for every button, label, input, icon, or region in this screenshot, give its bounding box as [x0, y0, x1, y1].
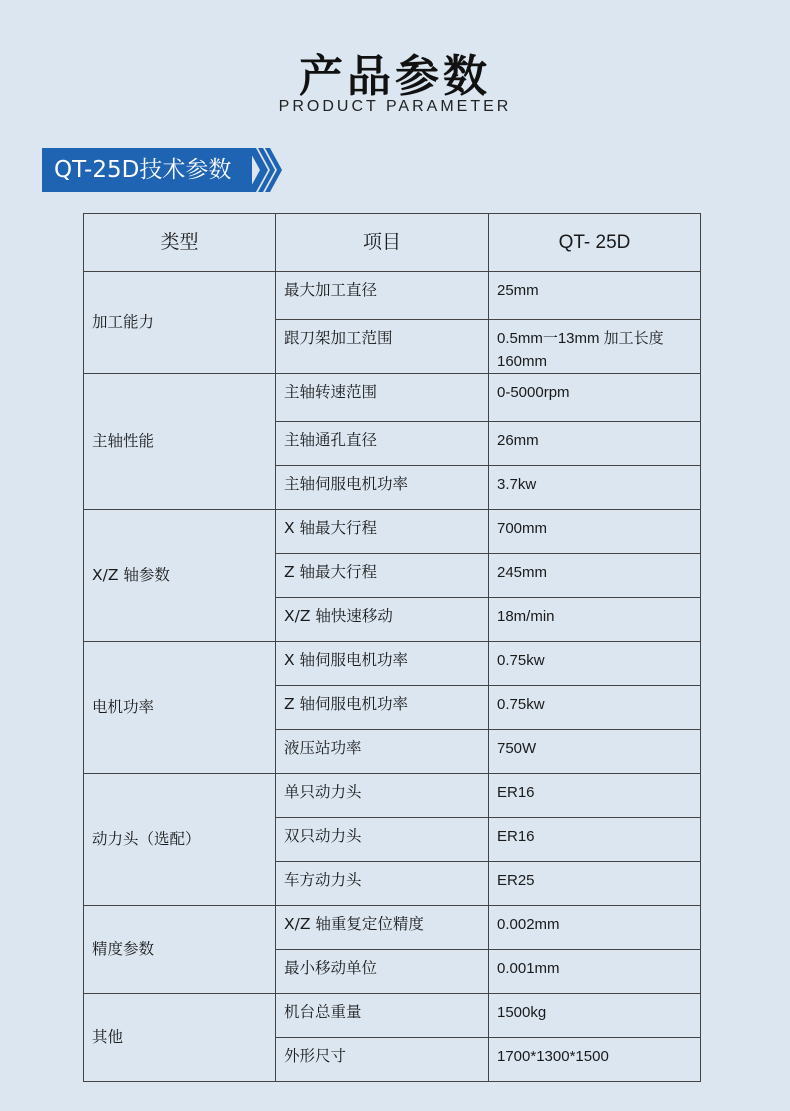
item-cell: 最小移动单位 [276, 950, 489, 994]
table-row [84, 994, 701, 1038]
column-header-model: QT- 25D [489, 214, 701, 272]
page-title: 产品参数 [299, 51, 491, 102]
item-cell: X/Z 轴重复定位精度 [276, 906, 489, 950]
spec-table-container [83, 213, 701, 1082]
section-banner: QT-25D技术参数 [42, 148, 252, 192]
item-cell: 车方动力头 [276, 862, 489, 906]
category-cell: X/Z 轴参数 [84, 510, 276, 642]
column-header-item: 项目 [276, 214, 489, 272]
page-subtitle: PRODUCT PARAMETER [278, 98, 512, 115]
table-row [84, 272, 701, 320]
category-cell: 精度参数 [84, 906, 276, 994]
value-cell: 245mm [489, 554, 701, 598]
item-cell: 液压站功率 [276, 730, 489, 774]
category-cell: 主轴性能 [84, 374, 276, 510]
value-cell: 25mm [489, 272, 701, 320]
value-cell: 26mm [489, 422, 701, 466]
value-cell: 0.5mm一13mm 加工长度 160mm [489, 320, 701, 374]
item-cell: 主轴伺服电机功率 [276, 466, 489, 510]
table-row [84, 510, 701, 554]
value-cell: 700mm [489, 510, 701, 554]
value-cell: ER25 [489, 862, 701, 906]
value-cell: 18m/min [489, 598, 701, 642]
table-row [84, 374, 701, 422]
item-cell: 跟刀架加工范围 [276, 320, 489, 374]
item-cell: 单只动力头 [276, 774, 489, 818]
value-cell: 1500kg [489, 994, 701, 1038]
category-cell: 加工能力 [84, 272, 276, 374]
value-cell: 0.75kw [489, 642, 701, 686]
item-cell: X 轴伺服电机功率 [276, 642, 489, 686]
table-row [84, 642, 701, 686]
category-cell: 其他 [84, 994, 276, 1082]
table-row [84, 774, 701, 818]
table-header-row [84, 214, 701, 272]
value-cell: ER16 [489, 774, 701, 818]
item-cell: 最大加工直径 [276, 272, 489, 320]
spec-table [83, 213, 701, 1082]
table-row [84, 906, 701, 950]
column-header-type: 类型 [84, 214, 276, 272]
value-cell: 3.7kw [489, 466, 701, 510]
category-cell: 电机功率 [84, 642, 276, 774]
item-cell: 外形尺寸 [276, 1038, 489, 1082]
value-cell: 1700*1300*1500 [489, 1038, 701, 1082]
item-cell: Z 轴伺服电机功率 [276, 686, 489, 730]
value-cell: 0.75kw [489, 686, 701, 730]
value-cell: ER16 [489, 818, 701, 862]
item-cell: Z 轴最大行程 [276, 554, 489, 598]
item-cell: 主轴通孔直径 [276, 422, 489, 466]
item-cell: X 轴最大行程 [276, 510, 489, 554]
item-cell: 双只动力头 [276, 818, 489, 862]
value-cell: 0.001mm [489, 950, 701, 994]
value-cell: 0.002mm [489, 906, 701, 950]
item-cell: 机台总重量 [276, 994, 489, 1038]
category-cell: 动力头（选配） [84, 774, 276, 906]
banner-stripes-decoration [248, 148, 284, 192]
item-cell: X/Z 轴快速移动 [276, 598, 489, 642]
item-cell: 主轴转速范围 [276, 374, 489, 422]
value-cell: 0-5000rpm [489, 374, 701, 422]
value-cell: 750W [489, 730, 701, 774]
